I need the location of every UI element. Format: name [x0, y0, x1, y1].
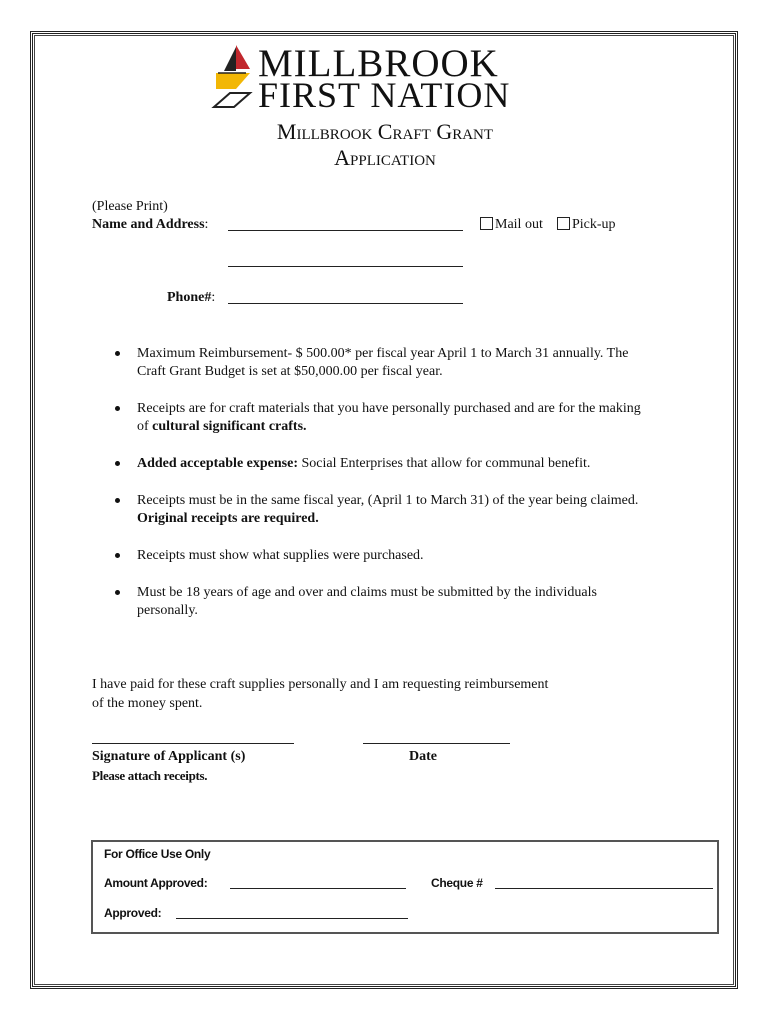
requirement-text: Receipts must be in the same fiscal year, (April 1 to March 31) of the year being claimed.: [137, 493, 639, 508]
amount-approved-field[interactable]: [230, 888, 406, 889]
approved-field[interactable]: [176, 918, 408, 919]
name-address-field-line1[interactable]: [228, 230, 463, 231]
requirement-text: cultural significant crafts.: [152, 419, 307, 434]
pick-up-checkbox[interactable]: [557, 217, 570, 230]
requirement-item: [112, 492, 642, 528]
requirement-text: Maximum Reimbursement- $ 500.00* per fiscal year April 1 to March 31 annually. The Craft Grant Budget is set at $50,000.00 per fiscal year.: [137, 346, 629, 379]
requirement-item: [112, 400, 642, 436]
requirement-item: [112, 547, 642, 565]
approved-label: Approved:: [104, 906, 162, 920]
requirement-item: [112, 455, 642, 473]
date-line[interactable]: [363, 743, 510, 744]
form-title-line1: Millbrook Craft Grant: [276, 119, 494, 144]
bullet-dot-icon: [115, 498, 120, 503]
phone-label: [167, 289, 215, 307]
please-print-note: (Please Print): [92, 199, 168, 214]
bullet-dot-icon: [115, 590, 120, 595]
requirement-item: [112, 584, 642, 620]
name-address-label-text: Name and Address: [92, 217, 205, 232]
bullet-dot-icon: [115, 461, 120, 466]
logo-text-line2: FIRST NATION: [258, 75, 511, 115]
cheque-field[interactable]: [495, 888, 713, 889]
form-title: [0, 119, 770, 171]
name-address-field-line2[interactable]: [228, 266, 463, 267]
bullet-dot-icon: [115, 553, 120, 558]
date-label: Date: [409, 749, 437, 764]
mail-out-label: Mail out: [495, 217, 543, 232]
phone-field-line[interactable]: [228, 303, 463, 304]
attach-receipts-note: Please attach receipts.: [92, 768, 208, 783]
requirement-text: Must be 18 years of age and over and claims must be submitted by the individuals personally.: [137, 585, 597, 618]
office-use-box: [91, 840, 719, 934]
requirement-text: Added acceptable expense:: [137, 456, 298, 471]
form-title-line2: Application: [334, 145, 436, 170]
cheque-label: Cheque #: [431, 876, 483, 890]
requirement-item: [112, 345, 642, 381]
phone-colon: :: [211, 290, 216, 305]
amount-approved-label: Amount Approved:: [104, 876, 208, 890]
mail-out-checkbox[interactable]: [480, 217, 493, 230]
signature-line[interactable]: [92, 743, 294, 744]
declaration-line1: I have paid for these craft supplies personally and I am requesting reimbursement: [92, 677, 549, 692]
requirements-list: [112, 345, 642, 639]
bullet-dot-icon: [115, 351, 120, 356]
declaration-line2: of the money spent.: [92, 696, 203, 711]
phone-label-text: Phone#: [167, 290, 212, 305]
name-address-colon: :: [204, 217, 209, 232]
logo-text-line1: MILLBROOK: [258, 42, 499, 85]
millbrook-logo: [210, 43, 520, 113]
requirement-text: Original receipts are required.: [137, 511, 319, 526]
pick-up-label: Pick-up: [572, 217, 616, 232]
bullet-dot-icon: [115, 406, 120, 411]
requirement-text: Social Enterprises that allow for communal benefit.: [298, 456, 591, 471]
requirement-text: Receipts are for craft materials that you have personally purchased and are for the making of: [137, 401, 641, 434]
signature-label: Signature of Applicant (s): [92, 749, 246, 764]
logo-mark-icon: [210, 43, 258, 111]
requirement-text: Receipts must show what supplies were purchased.: [137, 548, 424, 563]
name-address-label: [92, 216, 208, 234]
office-use-heading: For Office Use Only: [104, 847, 211, 861]
